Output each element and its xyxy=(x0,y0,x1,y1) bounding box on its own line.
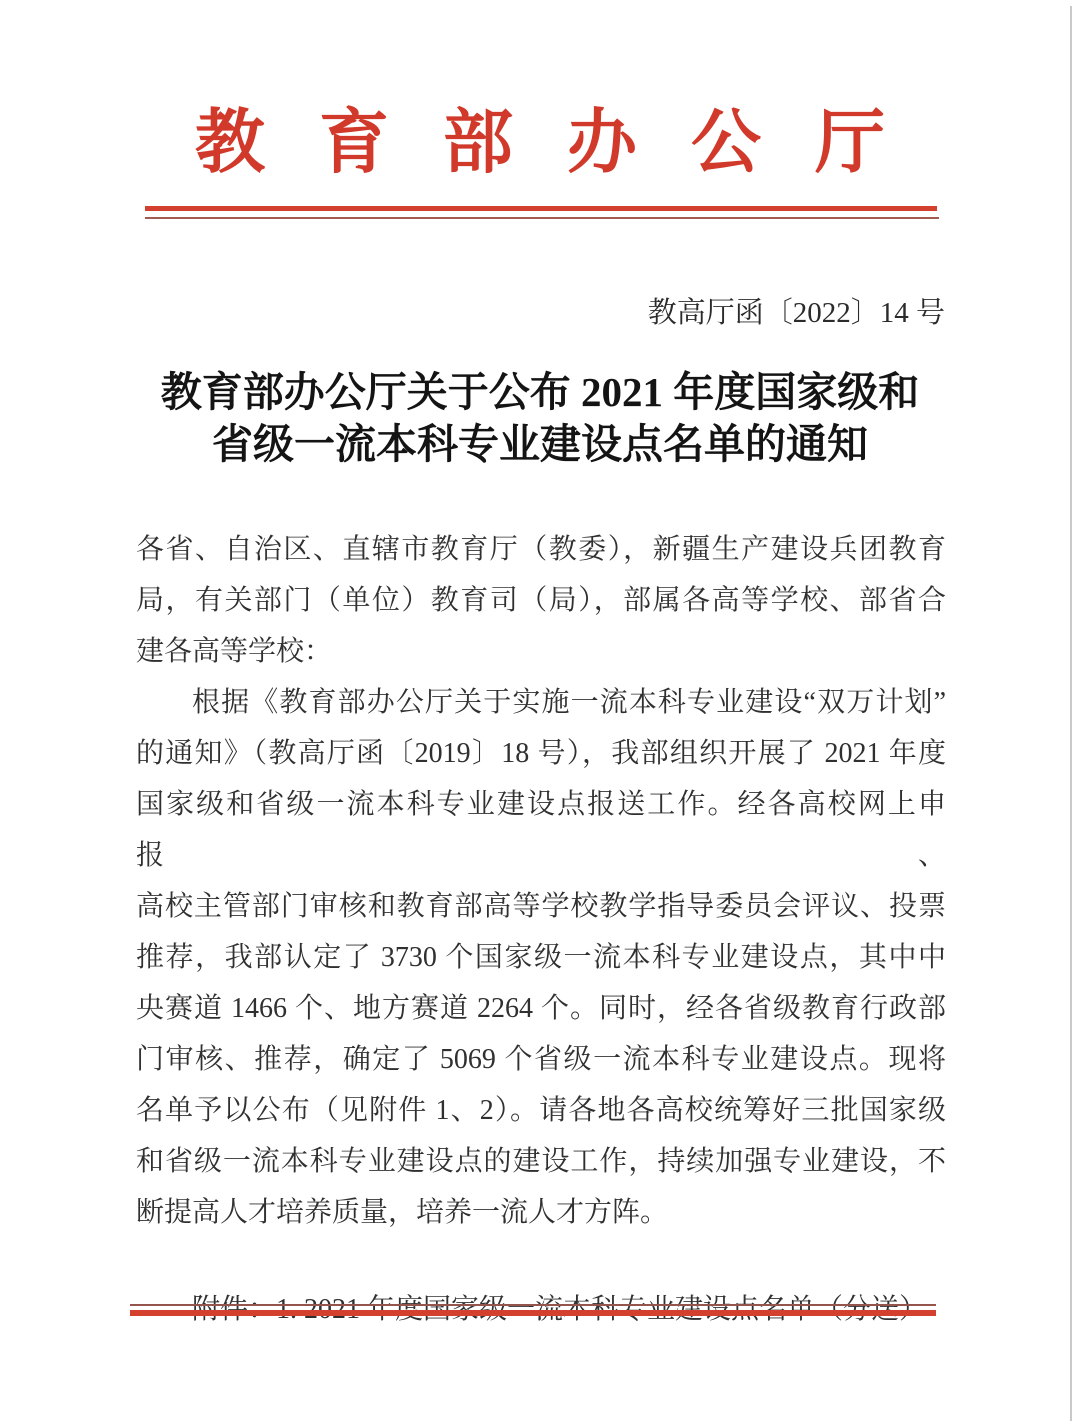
footer-rule-thick xyxy=(130,1310,936,1316)
letterhead-agency-name: 教育部办公厅 xyxy=(195,105,939,182)
notice-title-line-1: 教育部办公厅关于公布 2021 年度国家级和 xyxy=(160,369,920,415)
addressee-line: 建各高等学校： xyxy=(136,636,333,667)
body-line: 断提高人才培养质量，培养一流人才方阵。 xyxy=(136,1197,669,1228)
body-line: 根据《教育部办公厅关于实施一流本科专业建设“双万计划” xyxy=(192,687,946,718)
body-line: 名单予以公布（见附件 1、2）。请各地各高校统筹好三批国家级 xyxy=(136,1095,946,1126)
body-line: 和省级一流本科专业建设点的建设工作，持续加强专业建设，不 xyxy=(136,1146,946,1177)
body-line: 门审核、推荐，确定了 5069 个省级一流本科专业建设点。现将 xyxy=(136,1044,946,1075)
body-line: 国家级和省级一流本科专业建设点报送工作。经各高校网上申报、 xyxy=(136,789,946,871)
document-body xyxy=(136,524,946,1335)
notice-title xyxy=(0,366,1080,470)
letterhead-rule-thin xyxy=(145,217,939,219)
main-paragraph xyxy=(136,677,946,1238)
notice-title-line-2: 省级一流本科专业建设点名单的通知 xyxy=(212,421,868,467)
body-line: 推荐，我部认定了 3730 个国家级一流本科专业建设点，其中中 xyxy=(136,942,946,973)
document-number: 教高厅函〔2022〕14 号 xyxy=(647,297,945,329)
body-line: 高校主管部门审核和教育部高等学校教学指导委员会评议、投票 xyxy=(136,891,946,922)
page-edge-artifact xyxy=(1070,6,1072,1421)
body-line: 央赛道 1466 个、地方赛道 2264 个。同时，经各省级教育行政部 xyxy=(136,993,946,1024)
letterhead-rule-thick xyxy=(145,206,937,211)
addressee-line: 各省、自治区、直辖市教育厅（教委），新疆生产建设兵团教育 xyxy=(136,534,946,565)
body-line: 的通知》（教高厅函〔2019〕18 号），我部组织开展了 2021 年度 xyxy=(136,738,946,769)
footer-rule-thin xyxy=(130,1304,936,1306)
addressee-line: 局，有关部门（单位）教育司（局），部属各高等学校、部省合 xyxy=(136,585,946,616)
